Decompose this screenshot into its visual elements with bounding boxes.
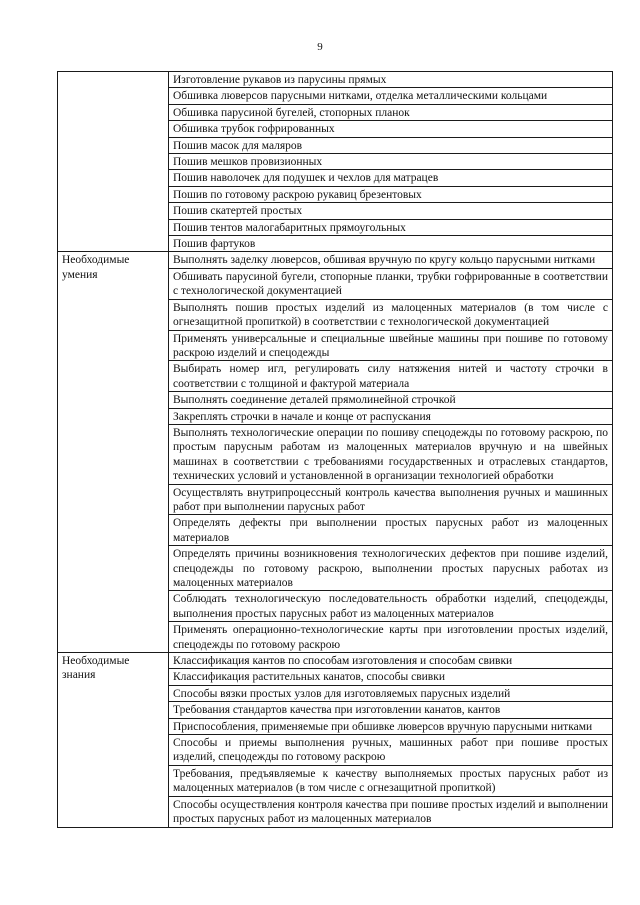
table-row [58,653,613,669]
table-row [58,252,613,268]
table-cell-item: Приспособления, применяемые при обшивке люверсов вручную парусными нитками [169,718,613,734]
section-label: Необходимые знания [58,653,169,827]
table-cell-item: Определять причины возникновения технологических дефектов при пошиве изделий, спецодежды по готовому раскрою, выполнении простых парусных работах из малоценных материалов [169,546,613,591]
table-cell-item: Определять дефекты при выполнении простых парусных работ из малоценных материалов [169,515,613,546]
table-cell-item: Применять универсальные и специальные швейные машины при пошиве по готовому раскрою изделий и спецодежды [169,330,613,361]
table-cell-item: Выполнять заделку люверсов, обшивая вручную по кругу кольцо парусными нитками [169,252,613,268]
table-row [58,72,613,88]
table-cell-item: Пошив по готовому раскрою рукавиц брезентовых [169,186,613,202]
table-cell-item: Пошив масок для маляров [169,137,613,153]
table-cell-item: Изготовление рукавов из парусины прямых [169,72,613,88]
table-cell-item: Выполнять соединение деталей прямолинейной строчкой [169,392,613,408]
table-cell-item: Пошив мешков провизионных [169,154,613,170]
table-cell-item: Пошив фартуков [169,236,613,252]
table-cell-item: Классификация растительных канатов, способы свивки [169,669,613,685]
table-cell-item: Применять операционно-технологические карты при изготовлении простых изделий, спецодежды по готовому раскрою [169,622,613,653]
page-number: 9 [317,41,323,53]
table-cell-item: Требования стандартов качества при изготовлении канатов, кантов [169,702,613,718]
table-cell-item: Требования, предъявляемые к качеству выполняемых простых парусных работ из малоценных материалов (в том числе с огнезащитной пропиткой) [169,765,613,796]
table-cell-item: Обшивать парусиной бугели, стопорные планки, трубки гофрированные в соответствии с технологической документацией [169,268,613,299]
table-cell-item: Способы осуществления контроля качества при пошиве простых изделий и выполнении простых парусных работ из малоценных материалов [169,796,613,827]
requirements-table [57,71,613,828]
table-cell-item: Пошив тентов малогабаритных прямоугольных [169,219,613,235]
table-cell-item: Выполнять пошив простых изделий из малоценных материалов (в том числе с огнезащитной пропиткой) в соответствии с технологической документацией [169,299,613,330]
section-label [58,72,169,252]
table-cell-item: Соблюдать технологическую последовательность обработки изделий, спецодежды, выполнения простых парусных работ из малоценных материалов [169,591,613,622]
table-cell-item: Способы вязки простых узлов для изготовляемых парусных изделий [169,685,613,701]
table-cell-item: Способы и приемы выполнения ручных, машинных работ при пошиве простых изделий, спецодежды по готовому раскрою [169,735,613,766]
table-cell-item: Осуществлять внутрипроцессный контроль качества выполнения ручных и машинных работ при выполнении парусных работ [169,484,613,515]
table-cell-item: Обшивка трубок гофрированных [169,121,613,137]
table-cell-item: Выбирать номер игл, регулировать силу натяжения нитей и частоту строчки в соответствии с толщиной и фактурой материала [169,361,613,392]
table-cell-item: Обшивка парусиной бугелей, стопорных планок [169,104,613,120]
table-cell-item: Пошив наволочек для подушек и чехлов для матрацев [169,170,613,186]
section-label: Необходимые умения [58,252,169,653]
table-cell-item: Обшивка люверсов парусными нитками, отделка металлическими кольцами [169,88,613,104]
table-cell-item: Закреплять строчки в начале и конце от распускания [169,408,613,424]
table-cell-item: Пошив скатертей простых [169,203,613,219]
table-cell-item: Выполнять технологические операции по пошиву спецодежды по готовому раскрою, по простым парусным работам из малоценных материалов вручную и на швейных машинах в соответствии с требованиями государственных и отраслевых стандартов, технических условий и установленной в организации технологией обработки [169,424,613,484]
requirements-table-body [58,72,613,828]
table-cell-item: Классификация кантов по способам изготовления и способам свивки [169,653,613,669]
